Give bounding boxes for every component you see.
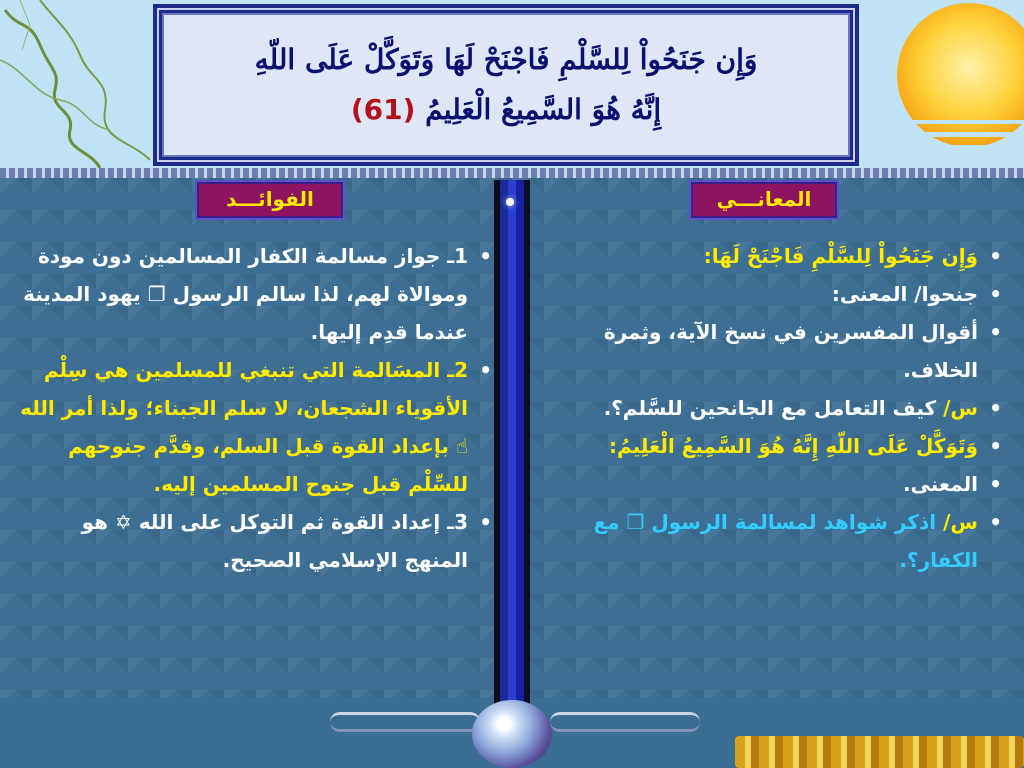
list-item-text: وَتَوَكَّلْ عَلَى اللّهِ إِنَّهُ هُوَ السَّمِيعُ الْعَلِيمُ: [609,434,978,458]
list-item [538,389,1006,427]
list-item-text: جنحوا/ المعنى: [831,282,978,306]
question-prefix: س/ [943,396,978,420]
list-item-text: كيف التعامل مع الجانحين للسَّلم؟. [603,396,944,420]
list-item [12,503,496,579]
scroll-ornament-left [330,712,480,732]
list-item [538,427,1006,465]
list-item [538,503,1006,579]
benefits-header: الفوائـــد [197,182,343,218]
list-item-text: 2ـ المسَالمة التي تنبغي للمسلمين هي سِلْم الأقوياء الشجعان، لا سلم الجبناء؛ ولذا أمر الله ☝ بإعداد القوة قبل السلم، وقدَّم جنوحهم للسِّلْم قبل جنوح المسلمين إليه. [20,358,468,496]
question-prefix: س/ [943,510,978,534]
crystal-orb-ornament [472,700,552,768]
list-item [538,313,1006,389]
list-item-text: 1ـ جواز مسالمة الكفار المسالمين دون مودة وموالاة لهم، لذا سالم الرسول ❐ يهود المدينة عندما قدِم إليها. [23,244,468,344]
title-frame [153,4,859,166]
benefits-list [12,237,496,579]
decorative-stripe [0,168,1024,178]
list-item [538,237,1006,275]
list-item-text: 3ـ إعداد القوة ثم التوكل على الله ✡ هو المنهج الإسلامي الصحيح. [81,510,468,572]
verse-number: (61) [350,93,416,126]
list-item [12,351,496,503]
meanings-header: المعانـــي [691,182,837,218]
list-item-text: وَإِن جَنَحُواْ لِلسَّلْمِ فَاجْنَحْ لَهَا: [703,244,978,268]
gold-coins-decoration [735,736,1024,768]
verse-title-line-1: وَإِن جَنَحُواْ لِلسَّلْمِ فَاجْنَحْ لَهَا وَتَوَكَّلْ عَلَى اللّهِ [254,43,758,76]
verse-title-line-2-text: إِنَّهُ هُوَ السَّمِيعُ الْعَلِيمُ [425,93,662,126]
column-divider [494,180,530,710]
map-decoration-image [0,0,160,168]
list-item-text: أقوال المفسرين في نسخ الآية، وثمرة الخلاف. [603,320,978,382]
list-item [538,275,1006,313]
verse-title-line-2 [351,85,661,135]
meanings-list [538,237,1006,579]
scroll-ornament-right [550,712,700,732]
sparkle-icon [506,198,514,206]
list-item [538,465,1006,503]
list-item-text: اذكر شواهد لمسالمة الرسول ❐ مع الكفار؟. [593,510,978,572]
list-item-text: المعنى. [902,472,978,496]
list-item [12,237,496,351]
sun-decoration-image [884,0,1024,168]
